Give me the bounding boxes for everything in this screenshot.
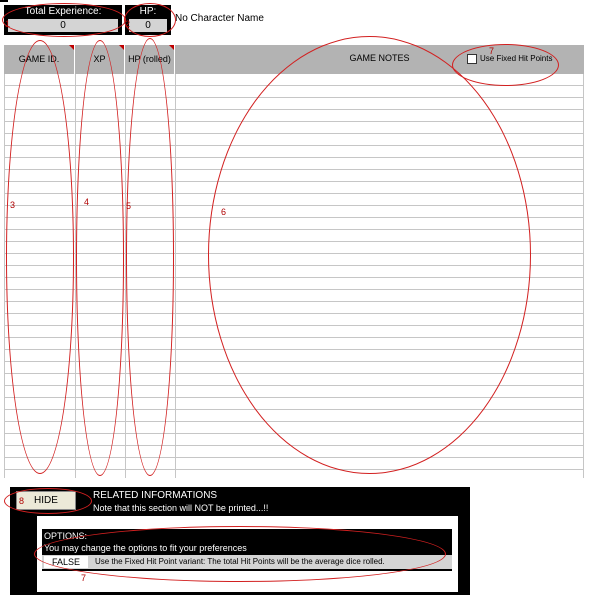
hp-box	[125, 5, 171, 35]
total-experience-box	[4, 5, 122, 35]
table-row[interactable]	[5, 446, 583, 458]
column-divider	[175, 74, 176, 478]
related-note: Note that this section will NOT be printed...!!	[93, 503, 269, 513]
header-hp-rolled-label: HP (rolled)	[128, 54, 171, 64]
table-row[interactable]	[5, 350, 583, 362]
table-row[interactable]	[5, 410, 583, 422]
table-row[interactable]	[5, 326, 583, 338]
table-row[interactable]	[5, 230, 583, 242]
callout-9: 7	[81, 573, 87, 583]
table-row[interactable]	[5, 398, 583, 410]
table-row[interactable]	[5, 146, 583, 158]
header-xp-label: XP	[93, 54, 106, 64]
table-row[interactable]	[5, 194, 583, 206]
callout-4: 4	[84, 197, 90, 207]
table-row[interactable]	[5, 314, 583, 326]
callout-6: 6	[221, 207, 227, 217]
character-name: No Character Name	[175, 13, 264, 24]
table-row[interactable]	[5, 122, 583, 134]
total-experience-label: Total Experience:	[24, 6, 102, 17]
table-row[interactable]	[5, 110, 583, 122]
hide-button[interactable]: HIDE	[16, 491, 76, 510]
header-hp-rolled	[125, 45, 175, 74]
hp-value[interactable]: 0	[129, 19, 167, 32]
table-row[interactable]	[5, 290, 583, 302]
data-table	[4, 74, 584, 478]
table-row[interactable]	[5, 386, 583, 398]
table-row[interactable]	[5, 170, 583, 182]
table-row[interactable]	[5, 218, 583, 230]
checkbox-icon[interactable]	[467, 54, 477, 64]
table-row[interactable]	[5, 182, 583, 194]
callout-8: 8	[19, 496, 25, 506]
comment-indicator	[119, 45, 124, 50]
table-row[interactable]	[5, 254, 583, 266]
table-row[interactable]	[5, 434, 583, 446]
header-game-id	[4, 45, 75, 74]
options-title: OPTIONS:	[44, 531, 88, 541]
option-value[interactable]: FALSE	[44, 556, 88, 568]
table-row[interactable]	[5, 206, 583, 218]
table-row[interactable]	[5, 74, 583, 86]
table-row[interactable]	[5, 134, 583, 146]
table-row[interactable]	[5, 458, 583, 470]
comment-indicator	[169, 45, 174, 50]
table-row[interactable]	[5, 86, 583, 98]
table-row[interactable]	[5, 374, 583, 386]
column-divider	[125, 74, 126, 478]
table-row[interactable]	[5, 278, 583, 290]
table-row[interactable]	[5, 98, 583, 110]
options-description: You may change the options to fit your preferences	[44, 543, 247, 553]
hp-label: HP:	[139, 6, 157, 17]
total-experience-value[interactable]: 0	[8, 19, 118, 32]
callout-3: 3	[10, 200, 16, 210]
table-row[interactable]	[5, 242, 583, 254]
header-xp	[75, 45, 125, 74]
callout-2: 2	[125, 19, 131, 29]
table-row[interactable]	[5, 266, 583, 278]
related-title: RELATED INFORMATIONS	[93, 490, 218, 501]
table-header	[4, 45, 584, 74]
option-value-description: Use the Fixed Hit Point variant: The total Hit Points will be the average dice rolled.	[95, 557, 385, 566]
fixed-hp-checkbox[interactable]	[467, 54, 552, 64]
column-divider	[75, 74, 76, 478]
callout-7: 7	[489, 46, 495, 56]
header-game-id-label: GAME ID.	[18, 54, 60, 64]
table-row[interactable]	[5, 302, 583, 314]
table-row[interactable]	[5, 422, 583, 434]
callout-1: 1	[5, 19, 11, 29]
header-game-notes-label: GAME NOTES	[349, 53, 410, 63]
fixed-hp-checkbox-label: Use Fixed Hit Points	[480, 54, 553, 64]
comment-indicator	[69, 45, 74, 50]
callout-5: 5	[126, 201, 132, 211]
table-row[interactable]	[5, 362, 583, 374]
table-row[interactable]	[5, 158, 583, 170]
table-row[interactable]	[5, 338, 583, 350]
